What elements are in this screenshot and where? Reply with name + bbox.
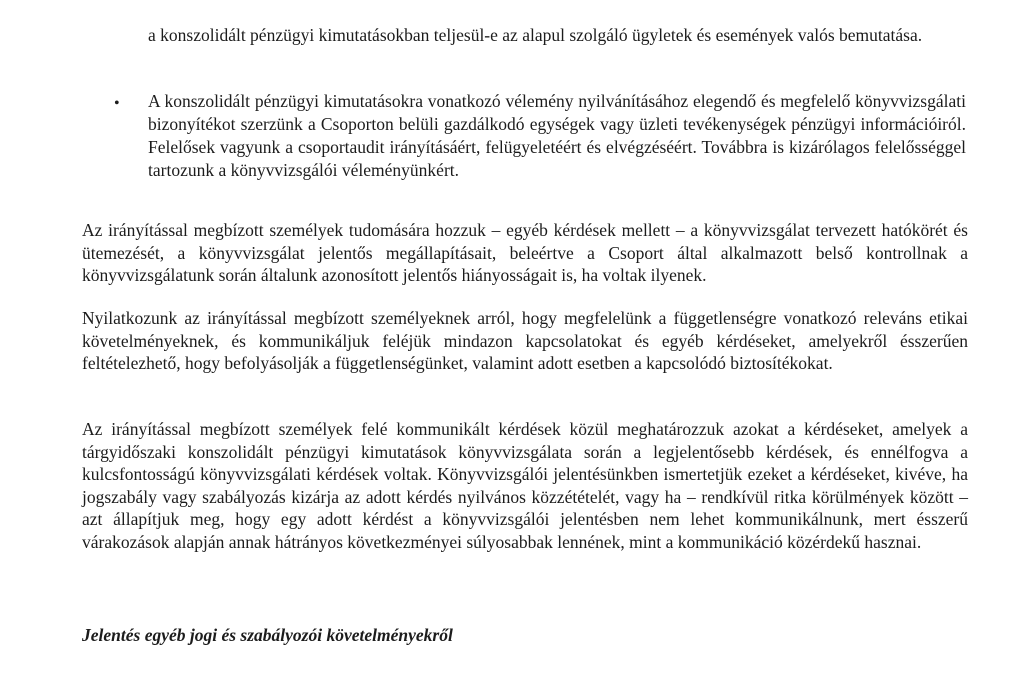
section-heading: Jelentés egyéb jogi és szabályozói követelményekről [82,625,453,645]
paragraph-communication: Az irányítással megbízott személyek tudomására hozzuk – egyéb kérdések mellett – a könyvvizsgálat tervezett hatókörét és ütemezését, a könyvvizsgálat jelentős megállapításait, beleértve a Csoport által alkalmazott belső kontrollnak a könyvvizsgálatunk során általunk azonosított jelentős hiányosságait is, ha voltak ilyenek. [82,220,968,285]
continuation-text: a konszolidált pénzügyi kimutatásokban teljesül-e az alapul szolgáló ügyletek és események valós bemutatása. [148,25,923,45]
bullet-item-text: A konszolidált pénzügyi kimutatásokra vonatkozó vélemény nyilvánításához elegendő és megfelelő könyvvizsgálati bizonyítékot szerzünk a Csoporton belüli gazdálkodó egységek vagy üzleti tevékenységek pénzügyi információiról. Felelősek vagyunk a csoportaudit irányításáért, felügyeletéért és elvégzéséért. Továbbra is kizárólagos felelősséggel tartozunk a könyvvizsgálói véleményünkért. [148,91,966,180]
bullet-marker: • [114,95,120,112]
paragraph-key-audit-matters: Az irányítással megbízott személyek felé kommunikált kérdések közül meghatározzuk azokat a kérdéseket, amelyek a tárgyidőszaki konszolidált pénzügyi kimutatások könyvvizsgálata során a legjelentősebb kérdések, és ennélfogva a kulcsfontosságú könyvvizsgálati kérdések voltak. Könyvvizsgálói jelentésünkben ismertetjük ezeket a kérdéseket, kivéve, ha jogszabály vagy szabályozás kizárja az adott kérdés nyilvános közzétételét, vagy ha – rendkívül ritka körülmények között – azt állapítjuk meg, hogy egy adott kérdést a könyvvizsgálói jelentésben nem lehet kommunikálnunk, mert ésszerű várakozások alapján annak hátrányos következményei súlyosabbak lennének, mint a kommunikáció közérdekű hasznai. [82,419,968,552]
paragraph-independence: Nyilatkozunk az irányítással megbízott személyeknek arról, hogy megfelelünk a függetlenségre vonatkozó releváns etikai követelményeknek, és kommunikáljuk feléjük mindazon kapcsolatokat és egyéb kérdéseket, amelyekről ésszerűen feltételezhető, hogy befolyásolják a függetlenségünket, valamint adott esetben a kapcsolódó biztosítékokat. [82,308,968,373]
